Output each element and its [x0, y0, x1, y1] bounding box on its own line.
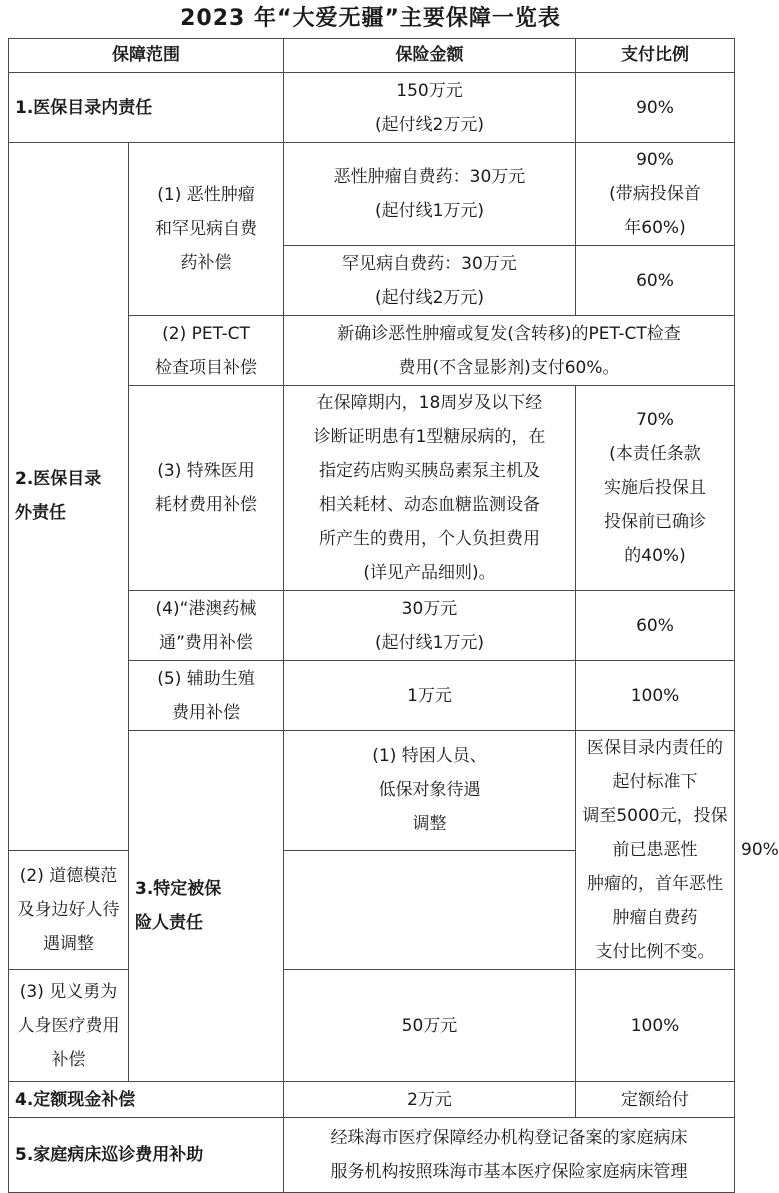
page-title: 2023 年“大爱无疆”主要保障一览表 — [180, 6, 561, 31]
amount-cell: 在保障期内，18周岁及以下经 诊断证明患有1型糖尿病的，在 指定药店购买胰岛素泵主机及 相关耗材、动态血糖监测设备 所产生的费用，个人负担费用 (详见产品细则)。 — [284, 386, 576, 591]
coverage-table — [8, 38, 779, 1193]
header-scope: 保障范围 — [9, 39, 284, 73]
ratio-cell: 60% — [576, 591, 735, 661]
ratio-cell: 100% — [576, 661, 735, 731]
header-ratio: 支付比例 — [576, 39, 735, 73]
amount-cell: 罕见病自费药：30万元 (起付线2万元) — [284, 246, 576, 316]
item-label: (1) 恶性肿瘤 和罕见病自费 药补偿 — [129, 143, 284, 316]
section-label-2: 2.医保目录 外责任 — [9, 143, 129, 851]
amount-cell: 新确诊恶性肿瘤或复发(含转移)的PET-CT检查 费用(不含显影剂)支付60%。 — [284, 316, 735, 386]
table-row — [9, 1082, 735, 1118]
ratio-cell: 90% — [576, 73, 735, 143]
amount-cell: 30万元 (起付线1万元) — [284, 591, 576, 661]
item-label: (3) 特殊医用 耗材费用补偿 — [129, 386, 284, 591]
section-label-3: 3.特定被保 险人责任 — [129, 731, 284, 1082]
item-label: (5) 辅助生殖 费用补偿 — [129, 661, 284, 731]
item-label: (4)“港澳药械 通”费用补偿 — [129, 591, 284, 661]
ratio-cell: 70% (本责任条款 实施后投保且 投保前已确诊 的40%) — [576, 386, 735, 591]
item-label: (3) 见义勇为 人身医疗费用 补偿 — [9, 970, 129, 1082]
item-label: (2) PET-CT 检查项目补偿 — [129, 316, 284, 386]
table-row: 3.特定被保 险人责任 (1) 特困人员、 低保对象待遇 调整 医保目录内责任的起付标准下 调至5000元，投保前已患恶性 肿瘤的，首年恶性肿瘤自费药 支付比例不变。 90% — [9, 731, 735, 851]
header-amount: 保险金额 — [284, 39, 576, 73]
amount-cell: 1万元 — [284, 661, 576, 731]
ratio-cell: 90% (带病投保首 年60%) — [576, 143, 735, 246]
section-label-1: 1.医保目录内责任 — [9, 73, 284, 143]
header-row — [9, 39, 735, 73]
item-label: (2) 道德模范 及身边好人待 遇调整 — [9, 850, 129, 970]
ratio-cell: 60% — [576, 246, 735, 316]
item-label: (1) 特困人员、 低保对象待遇 调整 — [284, 731, 576, 851]
amount-cell: 经珠海市医疗保障经办机构登记备案的家庭病床 服务机构按照珠海市基本医疗保险家庭病床管理 — [284, 1118, 735, 1193]
table-row — [9, 73, 735, 143]
section-label-5: 5.家庭病床巡诊费用补助 — [9, 1118, 284, 1193]
ratio-cell: 100% — [576, 970, 735, 1082]
ratio-cell: 定额给付 — [576, 1082, 735, 1118]
table-row — [9, 143, 735, 246]
table-row — [9, 1118, 735, 1193]
table-row — [9, 970, 735, 1082]
amount-cell: 医保目录内责任的起付标准下 调至5000元，投保前已患恶性 肿瘤的，首年恶性肿瘤自费药 支付比例不变。 — [576, 731, 735, 970]
amount-cell: 150万元 (起付线2万元) — [284, 73, 576, 143]
amount-cell: 50万元 — [284, 970, 576, 1082]
amount-cell: 2万元 — [284, 1082, 576, 1118]
amount-cell: 恶性肿瘤自费药：30万元 (起付线1万元) — [284, 143, 576, 246]
section-label-4: 4.定额现金补偿 — [9, 1082, 284, 1118]
